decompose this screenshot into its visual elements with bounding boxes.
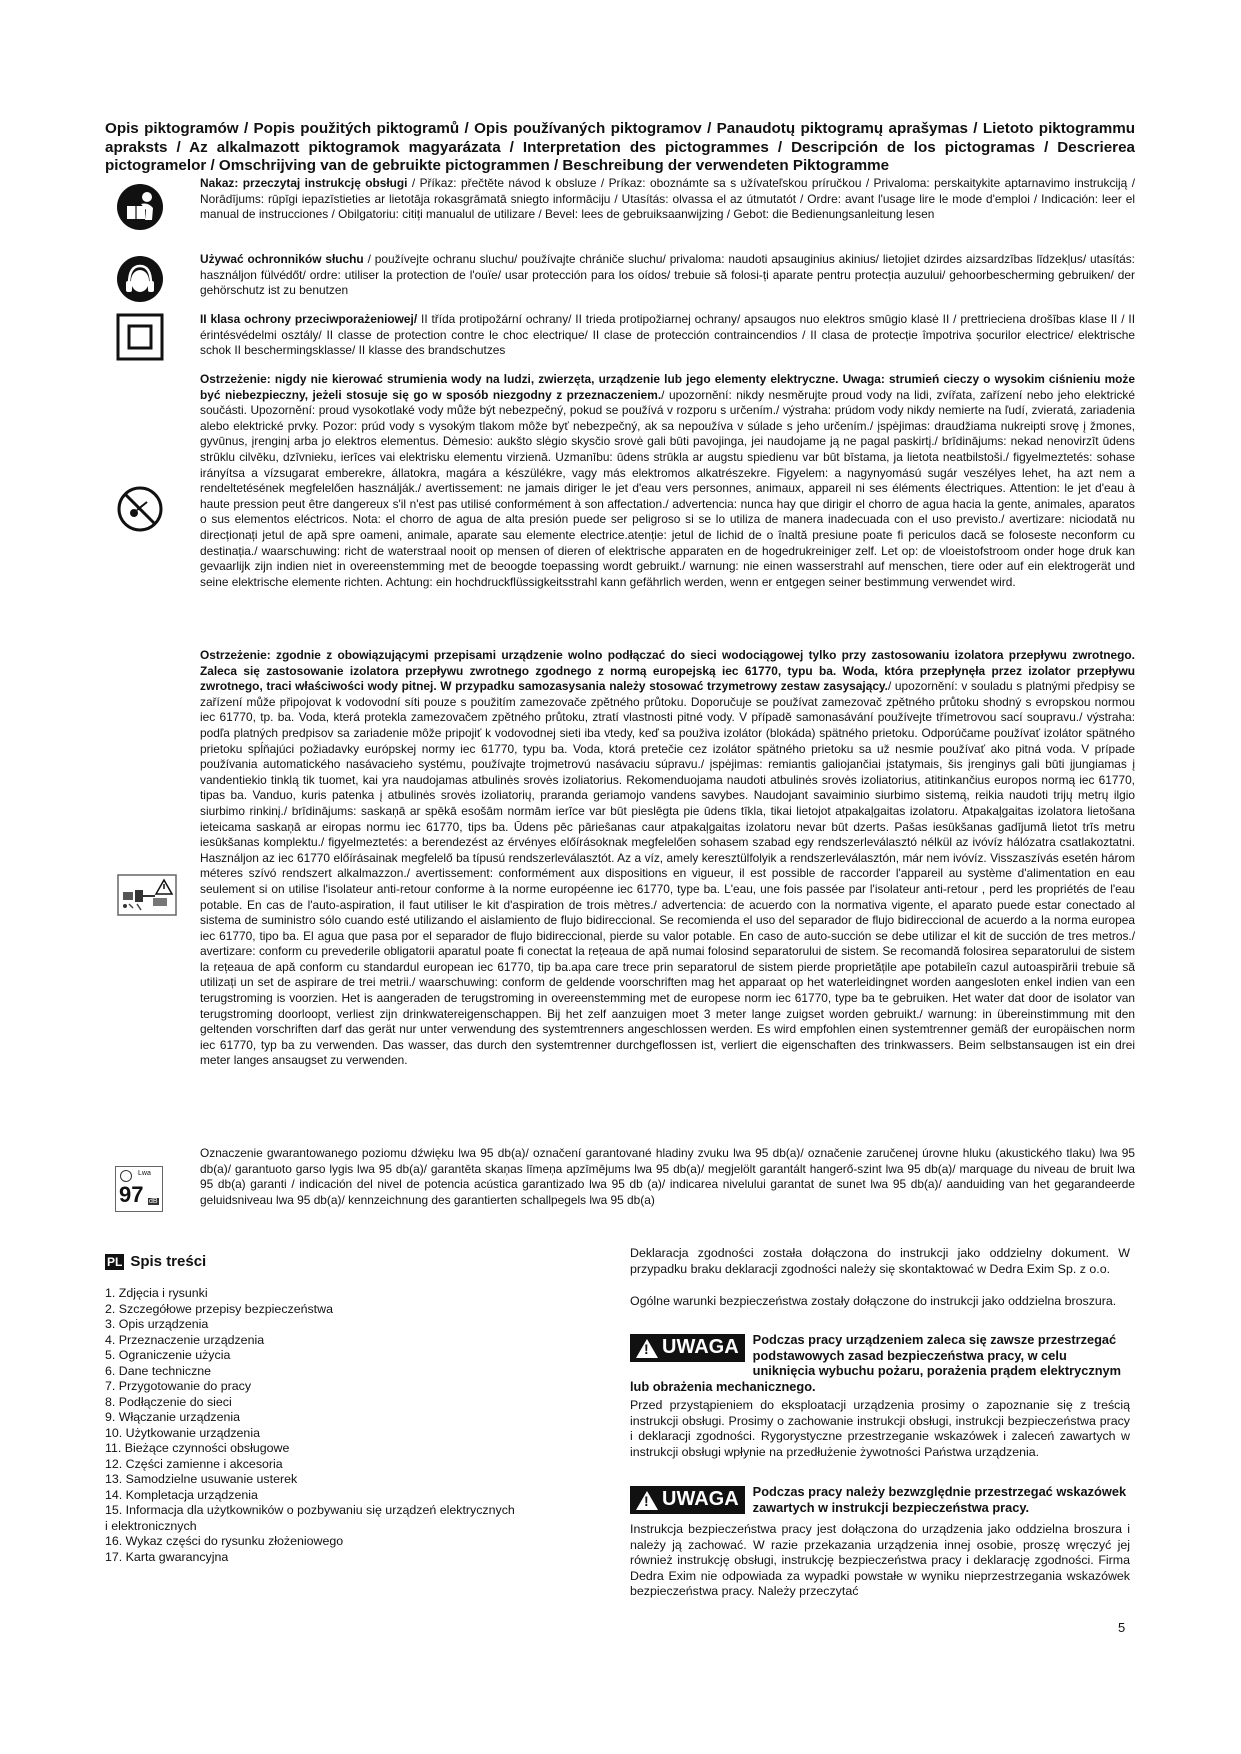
pictogram-description: Ostrzeżenie: nigdy nie kierować strumienia wody na ludzi, zwierzęta, urządzenie lub jego elementy elektryczne. Uwaga: strumień cieczy o wysokim ciśnieniu może być niebezpieczny, jeżeli stosuje się go w sposób niezgodny z przeznaczeniem./ upozornění: nikdy nesměrujte proud vody na lidi, zvířata, zařízení nebo jeho elektrické součásti. Upozornění: proud vysokotlaké vody může být nebezpečný, pokud se používá v rozporu s určením./ výstraha: prúdom vody nikdy nemierte na ľudí, zvieratá, zariadenia alebo elektrické prvky. Pozor: prúd vody s vysokým tlakom môže byť nebezpečný, ak sa nepoužíva v súlade s jeho určením./ įspėjimas: draudžiama nukreipti srovę į žmones, gyvūnus, įrenginį arba jo elektros elementus. Dėmesio: aukšto slėgio skysčio srovė gali būti pavojinga, jei naudojame ją ne pagal paskirtį./ brīdinājums: nekad nenovirzīt ūdens strūklu cilvēku, dzīvnieku, ierīces vai elektrisku elementu virzienā. Uzmanību: ūdens strūkla ar augstu spiedienu var būt bīstama, ja lietota neatbilstoši./ figyelmeztetés: sohase irányítsa a vízsugarat emberekre, állatokra, magára a készülékre, vagy más elektromos alkatrészekre. Figyelem: a nagynyomású sugár veszélyes lehet, ha azt nem a rendeltetésének megfelelően használják./ avertissement: ne jamais diriger le jet d'eau vers personnes, animaux, appareil ni ses éléments électriques. Attention: le jet d'eau à haute pression peut être dangereux s'il n'est pas utilisé conformément à son affectation./ advertencia: nunca hay que dirigir el chorro de agua hacia la gente, animales, aparatos o sus elementos eléctricos. Nota: el chorro de agua de alta presión puede ser peligroso si se lo utiliza de manera inadecuada con el uso previsto./ avertizare: niciodată nu direcționați jetul de apă spre oameni, animale, aparate sau elemente electrice.atenție: jetul de lichid de o înaltă presiune poate fi periculos dacă se foloseste neconform cu destinația./ waarschuwing: richt de waterstraal nooit op mensen of dieren of elektrische apparaten en de hogedrukreiniger zelf. Let op: de vloeistofstroom onder hoge druk kan gevaarlijk zijn indien niet in overeenstemming met de beoogde toepassing wordt gebruikt./ warnung: nie einen wasserstrahl auf menschen, tiere oder auf ein elektrogerät und seine elektrische elemente richten. Achtung: ein hochdruckflüssigkeitsstrahl kann gefährlich werden, wenn er entgegen seiner bestimmung verwendet wird. — [200, 372, 1135, 589]
safety-brochure-paragraph: Ogólne warunki bezpieczeństwa zostały dołączone do instrukcji jako oddzielna broszura. — [630, 1294, 1117, 1308]
pictogram-row — [105, 1146, 1135, 1226]
pictogram-description: Używać ochronników słuchu / používejte ochranu sluchu/ používajte chrániče sluchu/ privaloma: naudoti apsauginius akinius/ lietojiet dzirdes aizsardzības līdzekļus/ utasítás: használjon fülvédőt/ ordre: utiliser la protection de l'ouïe/ usar protección para los oídos/ trebuie să folosi-ți aparate pentru protecția auzului/ gehoorbescherming gebruiken/ der gehörschutz ist zu benutzen — [200, 252, 1135, 298]
pictogram-description: II klasa ochrony przeciwporażeniowej/ II třída protipožární ochrany/ II trieda protipožiarnej ochrany/ apsaugos nuo elektros smūgio klasė II / prettrieciena drošības klase II / II érintésvédelmi osztály/ II classe de protection contre le choc electrique/ II clase de protección contraincendios / II clasa de protecție împotriva șocurilor electrice/ elektrische schok II beschermingsklasse/ II klasse des brandschutzes — [200, 312, 1136, 358]
pictogram-description: Ostrzeżenie: zgodnie z obowiązującymi przepisami urządzenie wolno podłączać do sieci wodociągowej tylko przy zastosowaniu izolatora przepływu zwrotnego. Zaleca się zastosowanie izolatora przepływu zwrotnego zgodnego z normą europejską iec 61770, typu ba. Woda, która przepłynęła przez izolator przepływu zwrotnego, traci właściwości wody pitnej. W przypadku samozasysania należy stosować trzymetrowy zestaw zasysający./ upozornění: v souladu s platnými předpisy se zařízení může připojovat k vodovodní síti pouze s použitím zamezovače zpětného průtoku. Doporučuje se používat zamezovač zpětného průtoku shodný s evropskou normou iec 61770, tp. ba. Voda, která protekla zamezovačem zpětného průtoku, ztratí vlastnosti pitné vody. V případě samonasávání používejte třímetrovou sací soupravu./ výstraha: podľa platných predpisov sa zariadenie môže pripojiť k vodovodnej sieti iba vtedy, keď sa použiva izolátor (blokáda) spätného prietoku. Odporúčame používať izolátor spätného prietoku spĺňajúci požiadavky európskej normy iec 61770, typu ba. Voda, ktorá pretečie cez izolátor spätného prietoku sa už nesmie používať ako pitná voda. V prípade používania automatického nasávacieho systému, používajte trojmetrovú nasávaciu súpravu./ įspėjimas: remiantis galiojančiai įstatymais, šis įrenginys gali būti įjungiamas į vandentiekio tinklą tik tuomet, kai yra naudojamas atbulinės srovės izoliatorius. Rekomenduojama naudoti atbulinės srovės izoliatorius, atitinkančius europos normą iec 61770, tipas ba. Vanduo, kuris patenka į atbulinės srovės izoliatorių, praranda geriamojo vandens savybes. Naudojant savaiminio siurbimo sistemą, reikia naudoti trijų metrų ilgio siurbimo rinkinį./ brīdinājums: saskaņā ar spēkā esošām normām ierīce var būt pieslēgta pie ūdens tīkla, tikai lietojot atpakaļgaitas izolatoru. Atpakaļgaitas izolatora lietošana ieteicama saskaņā ar eiropas normu iec 61770, tips ba. Ūdens pēc pārieŝanas caur atpakaļgaitas izolatoru nevar būt dzerts. Pašas iesūkšanas gadījumā lietot trīs metru iesūkšanas komplektu./ figyelmeztetés: a berendezést az érvényes előírásoknak megfelelően sohasem szabad egy rendszerleválasztó nélkül az ivóvíz hálózatra csatlakoztatni. Használjon az iec 61770 előírásainak megfelelő ba típusú rendszerleválasztót. Az a víz, amely keresztülfolyik a rendszerleválasztón, már nem ivóvíz. Visszaszívás esetén három méteres szívó rendszert alkalmazzon./ avertissement: conformément aux dispositions en vigueur, il est possible de raccorder l'appareil au système d'alimentation en eau seulement si on utilise l'isolateur anti-retour conforme à la norme européenne iec 61770, type ba. L'eau, une fois passée par l'isolateur anti-retour , perd les propriétés de l'eau potable. En cas de l'auto-aspiration, il faut utiliser le kit d'aspiration de trois mètres./ advertencia: de acuerdo con la normativa vigente, el aparato puede estar conectado al sistema de suministro sólo cuando esté utilizando el aislamiento de flujo bidireccional. Se recomienda el uso del separador de flujo bidireccional de acuerdo a la norma europea iec 61770, tipo ba. El agua que pasa por el separador de flujo bidireccional, pierde su valor potable. En caso de auto-succión se debe utilizar el kit de succión de tres metros./ avertizare: conform cu prevederile obligatorii aparatul poate fi conectat la rețeaua de apă numai folosind separatorului de sistem. Se recomandă folosirea separatorului de sistem la rețeaua de apă conform cu standardul european iec 61770, tip ba.apa care trece prin separatorul de sistem pierde proprietățile ape potabileîn cazul autoaspirării trebuie să utilizați un set de aspirare de trei metrii./ waarschuwing: conform de geldende voorschriften mag het apparaat op het waterleidingnet worden aangesloten enkel indien van een terugstroming is voorzien. Het is aangeraden de terugstroming in overeenstemming met de europese norm iec 61770, type ba te gebruiken. Het water dat door de isolator van terugstroming doorloopt, verliest zijn drinkwatereigenschappen. Bij het zelf aanzuigen moet 3 meter lange zuigset worden gebruikt./ warnung: in übereinstimmung mit den geltenden vorschriften darf das gerät nur unter verwendung des systemtrenners angeschlossen werden. Es wird empfohlen einen systemtrenner gemäß der europäischen norm iec 61770, typ ba zu verwenden. Das wasser, das durch den systemtrenner durchgeflossen ist, verliert die eigenschaften des trinkwassers. Beim selbstansaugen ist ein drei meter langes ansaugset zu verwenden. — [200, 648, 1135, 1068]
pictogram-row — [105, 176, 1135, 246]
pictogram-row — [105, 648, 1135, 1140]
speaker-icon — [120, 1170, 132, 1182]
toc-item[interactable]: 15. Informacja dla użytkowników o pozbywaniu się urządzeń elektrycznych — [105, 1503, 515, 1517]
sound-power-level-icon: Lwa 97 dB — [115, 1166, 163, 1212]
warning-text: Podczas pracy należy bezwzględnie przestrzegać wskazówek zawartych w instrukcji bezpieczeństwa pracy. — [752, 1484, 1127, 1515]
toc-item[interactable]: 8. Podłączenie do sieci — [105, 1394, 232, 1409]
safety-instruction-paragraph: Instrukcja bezpieczeństwa pracy jest dołączona do urządzenia jako oddzielna broszura i należy ją zachować. W razie przekazania urządzenia innej osobie, proszę wręczyć jej również instrukcję obsługi, instrukcję bezpieczeństwa pracy i deklarację zgodności. Firma Dedra Exim nie odpowiada za wypadki powstałe w wyniku nieprzestrzegania wskazówek bezpieczeństwa pracy. Należy przeczytać — [630, 1522, 1130, 1598]
warning-triangle-icon: ! — [636, 1491, 658, 1510]
toc-item[interactable]: 2. Szczegółowe przepisy bezpieczeństwa — [105, 1301, 333, 1316]
pictogram-row — [105, 252, 1135, 306]
toc-item[interactable]: 3. Opis urządzenia — [105, 1317, 209, 1331]
toc-item[interactable]: 13. Samodzielne usuwanie usterek — [105, 1472, 298, 1486]
read-manual-icon — [115, 182, 165, 232]
declaration-paragraph: Deklaracja zgodności została dołączona do instrukcji jako oddzielny dokument. W przypadku braku deklaracji zgodności należy się skontaktować w Dedra Exim Sp. z o.o. — [630, 1246, 1130, 1276]
warning-block — [630, 1332, 1130, 1394]
pictogram-row — [105, 312, 1135, 368]
page-number: 5 — [1118, 1620, 1126, 1635]
toc-item[interactable]: 7. Przygotowanie do pracy — [105, 1379, 252, 1393]
ear-protection-icon — [115, 254, 165, 304]
toc-item[interactable]: 16. Wykaz części do rysunku złożeniowego — [105, 1534, 344, 1548]
toc-heading — [105, 1253, 206, 1270]
language-badge: PL — [107, 1254, 123, 1269]
pictogram-description: Nakaz: przeczytaj instrukcję obsługi / Příkaz: přečtěte návod k obsluze / Príkaz: oboznámte sa s užívateľskou príručkou / Privaloma: perskaitykite aptarnavimo instrukciją / Norādījums: rūpīgi iepazīstieties ar lietotāja rokasgrāmatā sniegto informāciju / Utasítás: olvassa el az útmutatót / Ordre: avant l'usage lire le mode d'emploi / Indicación: leer el manual de instrucciones / Obilgatoriu: citiți manualul de utilizare / Bevel: lees de gebruiksaanwijzing / Gebot: die Bedienungsanleitung lesen — [200, 176, 1135, 222]
pictogram-description: Oznaczenie gwarantowanego poziomu dźwięku lwa 95 db(a)/ označení garantované hladiny zvuku lwa 95 db(a)/ označenie zaručenej úrovne hluku (akustického tlaku) lwa 95 db(a)/ garantuoto garso lygis lwa 95 db(a)/ garantēta skaņas līmeņa apzīmējums lwa 95 db(a)/ megjelölt garantált hangerő-szint lwa 95 db(a)/ marquage du niveau de bruit lwa 95 db(a) garanti / indicación del nivel de potencia acústica garantizado lwa 95 db (a)/ indicarea nivelului garantat de sunet lwa 95 db(a)/ aanduiding van het gegarandeerde geluidsniveau lwa 95 db(a)/ kennzeichnung des garantierten schallpegels lwa 95 db(a) — [200, 1146, 1135, 1207]
warning-block — [630, 1484, 1130, 1516]
class-ii-insulation-icon — [115, 312, 165, 362]
instruction-paragraph: Przed przystąpieniem do eksploatacji urządzenia prosimy o zapoznanie się z treścią instrukcji obsługi. Prosimy o zachowanie instrukcji obsługi, instrukcji bezpieczeństwa pracy i deklaracji zgodności. Rygorystyczne przestrzeganie wskazówek i zaleceń zawartych w instrukcji obsługi wpłynie na przedłużenie żywotności Państwa urządzenia. — [630, 1398, 1130, 1459]
uwaga-badge: ! UWAGA — [630, 1334, 745, 1362]
toc-item[interactable]: 4. Przeznaczenie urządzenia — [105, 1332, 265, 1347]
pictogram-section-title: Opis piktogramów / Popis použitých piktogramů / Opis používaných piktogramov / Panaudotų piktogramų aprašymas / Lietoto piktogrammu apraksts / Az alkalmazott piktogramok magyarázata / Interpretation des pictogrammes / Descripción de los pictogramas / Descrierea pictogramelor / Omschrijving van de gebruikte pictogrammen / Beschreibung der verwendeten Piktogramme — [105, 120, 1135, 174]
toc-title: Spis treści — [130, 1253, 207, 1270]
toc-item[interactable]: 9. Włączanie urządzenia — [105, 1410, 240, 1424]
toc-item[interactable]: 1. Zdjęcia i rysunki — [105, 1286, 208, 1300]
toc-item[interactable]: i elektronicznych — [105, 1518, 197, 1533]
warning-triangle-icon: ! — [636, 1339, 658, 1358]
toc-item[interactable]: 5. Ograniczenie użycia — [105, 1348, 231, 1362]
pictogram-row — [105, 372, 1135, 642]
toc-item[interactable]: 17. Karta gwarancyjna — [105, 1549, 229, 1564]
toc-item[interactable]: 10. Użytkowanie urządzenia — [105, 1425, 260, 1440]
warning-text: Podczas pracy urządzeniem zaleca się zawsze przestrzegać podstawowych zasad bezpieczeństwa pracy, w celu uniknięcia wybuchu pożaru, porażenia prądem elektrycznym lub obrażenia mechanicznego. — [630, 1332, 1122, 1394]
toc-item[interactable]: 6. Dane techniczne — [105, 1363, 212, 1378]
toc-item[interactable]: 12. Części zamienne i akcesoria — [105, 1456, 283, 1471]
backflow-preventer-icon — [117, 874, 177, 916]
table-of-contents — [105, 1286, 585, 1565]
toc-item[interactable]: 14. Kompletacja urządzenia — [105, 1487, 258, 1502]
no-water-jet-icon — [115, 484, 165, 534]
toc-item[interactable]: 11. Bieżące czynności obsługowe — [105, 1441, 290, 1455]
uwaga-badge: ! UWAGA — [630, 1486, 745, 1514]
